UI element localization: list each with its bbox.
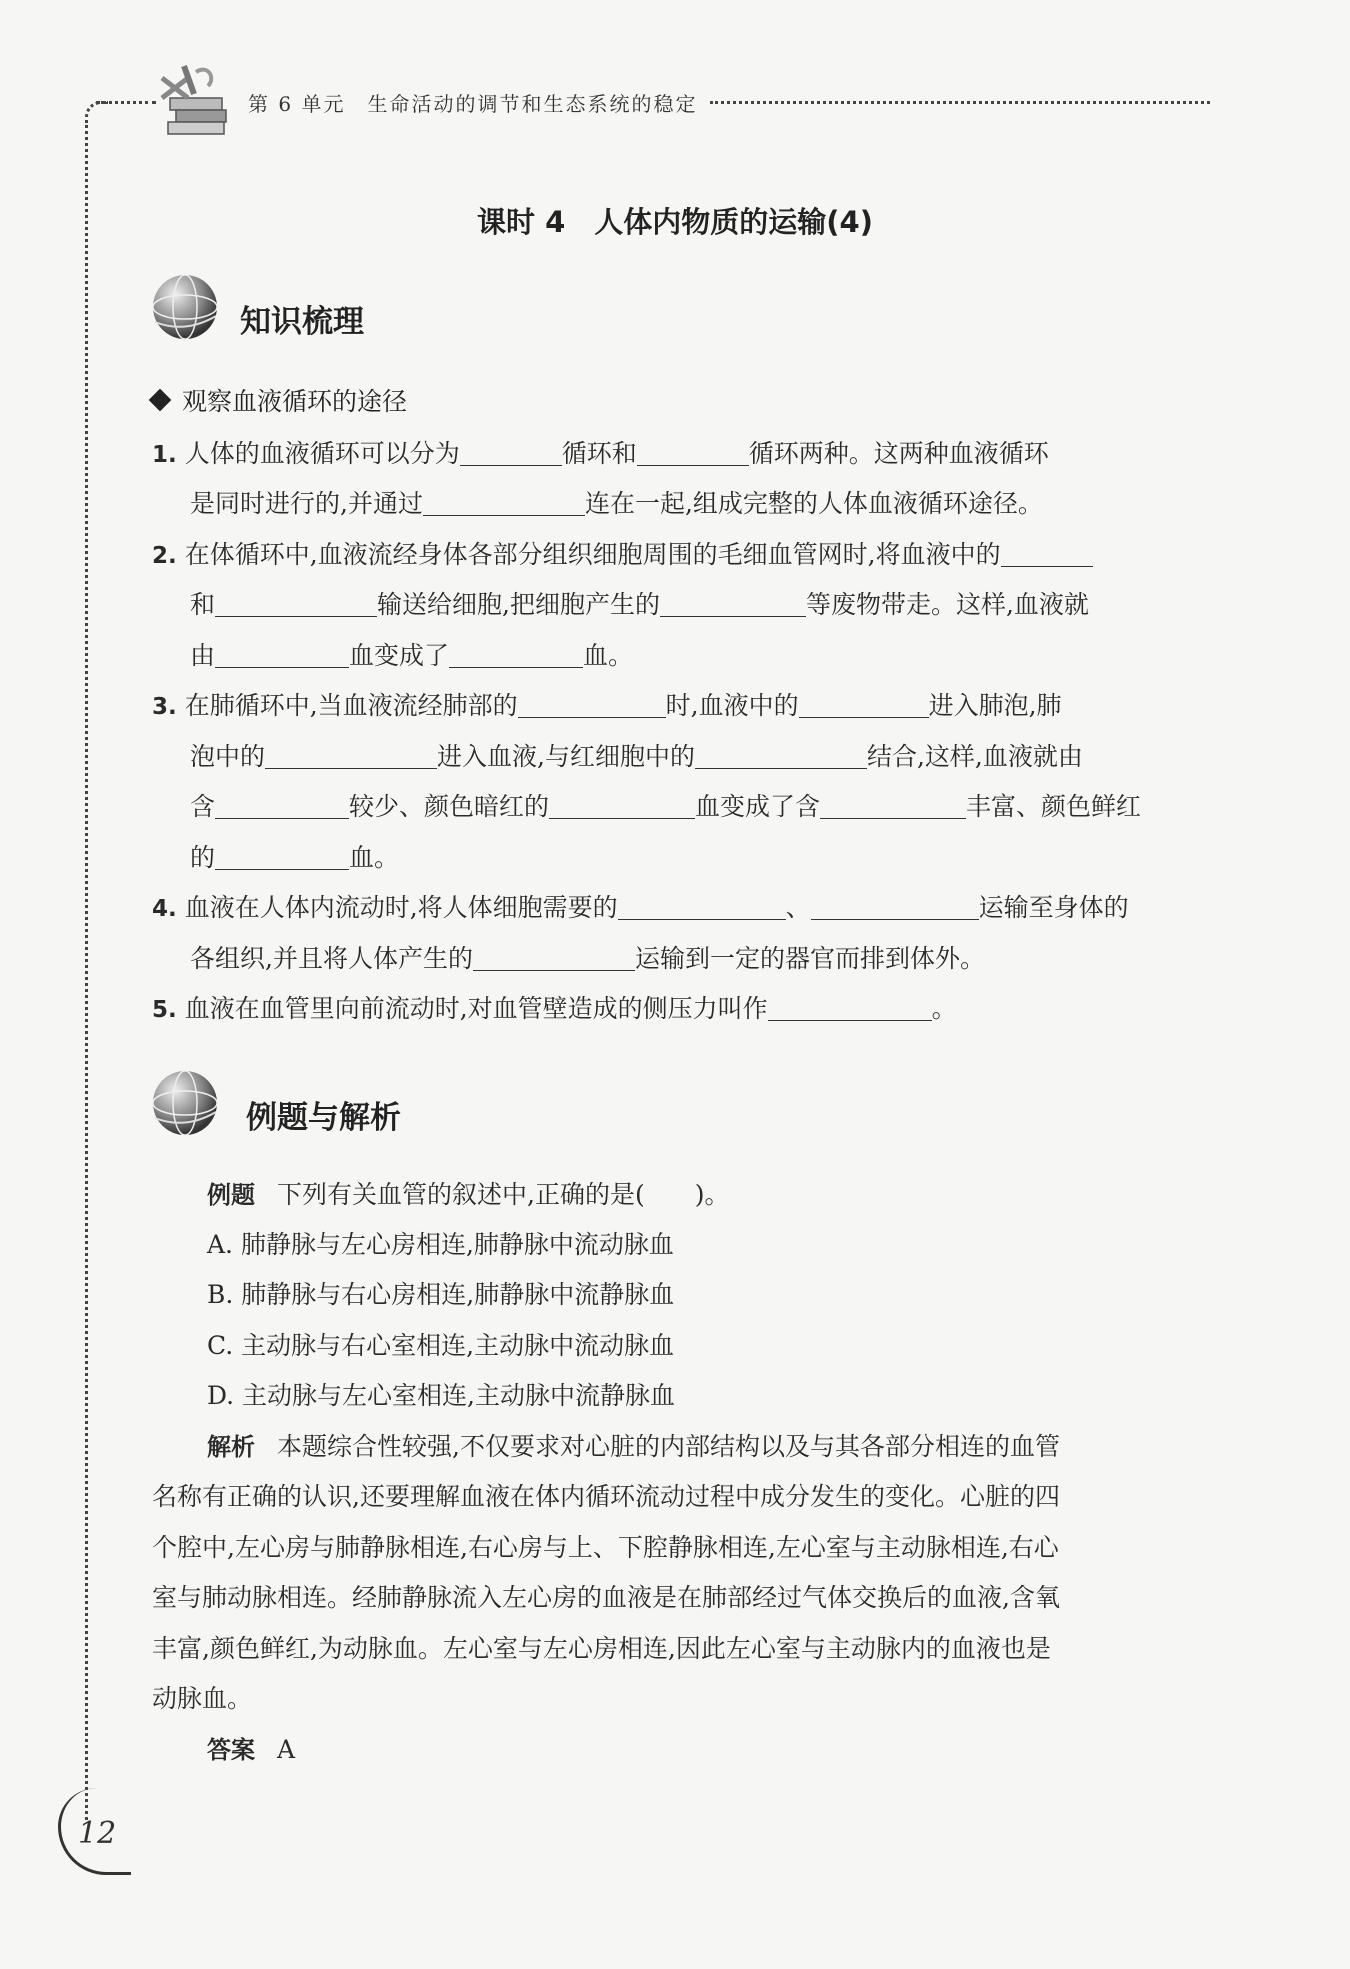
- text: 丰富、颜色鲜红: [966, 792, 1142, 821]
- blank[interactable]: [215, 643, 349, 668]
- item-number: 2.: [152, 543, 177, 569]
- text: 血液在人体内流动时,将人体细胞需要的: [184, 893, 618, 922]
- page-title: 课时 4 人体内物质的运输(4): [477, 205, 873, 239]
- blank[interactable]: [449, 643, 583, 668]
- blank[interactable]: [549, 794, 695, 819]
- blank[interactable]: [215, 845, 349, 870]
- text: 血。: [583, 641, 634, 670]
- example-question: [207, 1175, 729, 1211]
- text: 的: [190, 843, 216, 872]
- text: 等废物带走。这样,血液就: [805, 590, 1089, 619]
- text: 血变成了: [349, 641, 450, 670]
- blank[interactable]: [265, 744, 437, 769]
- item-2-line-1: [152, 535, 1093, 571]
- analysis-line-2: 名称有正确的认识,还要理解血液在体内循环流动过程中成分发生的变化。心脏的四: [152, 1482, 1060, 1511]
- diamond-bullet-icon: [149, 389, 172, 412]
- globe-icon: [150, 1068, 220, 1138]
- text: 输送给细胞,把细胞产生的: [377, 590, 660, 619]
- sub-heading-text: 观察血液循环的途径: [182, 387, 408, 416]
- item-number: 5.: [152, 997, 177, 1023]
- item-3-line-3: [190, 787, 1141, 823]
- sub-heading: [152, 382, 407, 418]
- blank[interactable]: [695, 744, 867, 769]
- blank[interactable]: [768, 996, 932, 1021]
- globe-icon: [150, 272, 220, 342]
- item-1-line-2: [190, 484, 1043, 520]
- text: 结合,这样,血液就由: [866, 742, 1083, 771]
- frame-dotted-left: [85, 120, 88, 1820]
- text: 、: [785, 893, 811, 922]
- item-2-line-3: [190, 636, 633, 672]
- frame-corner: [85, 101, 108, 128]
- analysis-line-6: 动脉血。: [152, 1684, 253, 1713]
- item-4-line-2: [190, 939, 985, 975]
- blank[interactable]: [618, 895, 786, 920]
- text: 进入肺泡,肺: [928, 691, 1062, 720]
- analysis-text: 本题综合性较强,不仅要求对心脏的内部结构以及与其各部分相连的血管: [277, 1432, 1060, 1461]
- blank[interactable]: [460, 441, 562, 466]
- blank[interactable]: [423, 491, 585, 516]
- page-number: 12: [78, 1816, 117, 1851]
- blank[interactable]: [518, 693, 666, 718]
- text: 是同时进行的,并通过: [190, 489, 423, 518]
- item-4-line-1: [152, 888, 1129, 924]
- analysis-line-4: 室与肺动脉相连。经肺静脉流入左心房的血液是在肺部经过气体交换后的血液,含氧: [152, 1583, 1060, 1612]
- item-number: 1.: [152, 442, 177, 468]
- item-3-line-4: [190, 838, 399, 874]
- text: 循环两种。这两种血液循环: [748, 439, 1049, 468]
- text: 运输到一定的器官而排到体外。: [634, 944, 985, 973]
- text: 血变成了含: [695, 792, 821, 821]
- blank[interactable]: [660, 592, 806, 617]
- example-question-text: 下列有关血管的叙述中,正确的是( )。: [277, 1180, 730, 1209]
- text: 循环和: [561, 439, 637, 468]
- text: 较少、颜色暗红的: [349, 792, 550, 821]
- analysis-label: 解析: [207, 1433, 255, 1461]
- option-b: B. 肺静脉与右心房相连,肺静脉中流静脉血: [207, 1280, 675, 1309]
- blank[interactable]: [811, 895, 979, 920]
- section-title-examples: 例题与解析: [246, 1100, 401, 1136]
- analysis-line-1: [207, 1427, 1060, 1463]
- item-3-line-1: [152, 686, 1062, 722]
- option-a: A. 肺静脉与左心房相连,肺静脉中流动脉血: [207, 1230, 674, 1259]
- text: 时,血液中的: [665, 691, 799, 720]
- blank[interactable]: [215, 592, 377, 617]
- item-2-line-2: [190, 585, 1089, 621]
- analysis-line-5: 丰富,颜色鲜红,为动脉血。左心室与左心房相连,因此左心室与主动脉内的血液也是: [152, 1634, 1051, 1663]
- frame-dotted-top-right: [710, 101, 1210, 104]
- item-number: 3.: [152, 694, 177, 720]
- answer-label: 答案: [207, 1736, 255, 1764]
- text: 泡中的: [190, 742, 266, 771]
- blank[interactable]: [799, 693, 929, 718]
- books-icon: [150, 58, 240, 138]
- text: 人体的血液循环可以分为: [184, 439, 460, 468]
- text: 运输至身体的: [978, 893, 1129, 922]
- text: 连在一起,组成完整的人体血液循环途径。: [584, 489, 1043, 518]
- text: 。: [931, 994, 957, 1023]
- option-c: C. 主动脉与右心室相连,主动脉中流动脉血: [207, 1331, 675, 1360]
- analysis-line-3: 个腔中,左心房与肺静脉相连,右心房与上、下腔静脉相连,左心室与主动脉相连,右心: [152, 1533, 1059, 1562]
- blank[interactable]: [215, 794, 349, 819]
- text: 在肺循环中,当血液流经肺部的: [184, 691, 518, 720]
- item-3-line-2: [190, 737, 1083, 773]
- text: 含: [190, 792, 216, 821]
- text: 血液在血管里向前流动时,对血管壁造成的侧压力叫作: [184, 994, 768, 1023]
- blank[interactable]: [637, 441, 749, 466]
- blank[interactable]: [473, 946, 635, 971]
- option-d: D. 主动脉与左心室相连,主动脉中流静脉血: [207, 1381, 675, 1410]
- unit-header: 第 6 单元 生命活动的调节和生态系统的稳定: [248, 92, 698, 116]
- text: 进入血液,与红细胞中的: [437, 742, 695, 771]
- text: 和: [190, 590, 216, 619]
- blank[interactable]: [1001, 542, 1093, 567]
- text: 各组织,并且将人体产生的: [190, 944, 473, 973]
- item-1-line-1: [152, 434, 1049, 470]
- frame-dotted-top-left: [96, 101, 156, 104]
- answer: [207, 1730, 295, 1765]
- text: 在体循环中,血液流经身体各部分组织细胞周围的毛细血管网时,将血液中的: [184, 540, 1001, 569]
- section-title-knowledge: 知识梳理: [240, 304, 364, 340]
- item-5-line-1: [152, 989, 957, 1025]
- text: 血。: [349, 843, 400, 872]
- blank[interactable]: [820, 794, 966, 819]
- text: 由: [190, 641, 216, 670]
- item-number: 4.: [152, 896, 177, 922]
- answer-value: A: [277, 1735, 296, 1764]
- example-label: 例题: [207, 1181, 255, 1209]
